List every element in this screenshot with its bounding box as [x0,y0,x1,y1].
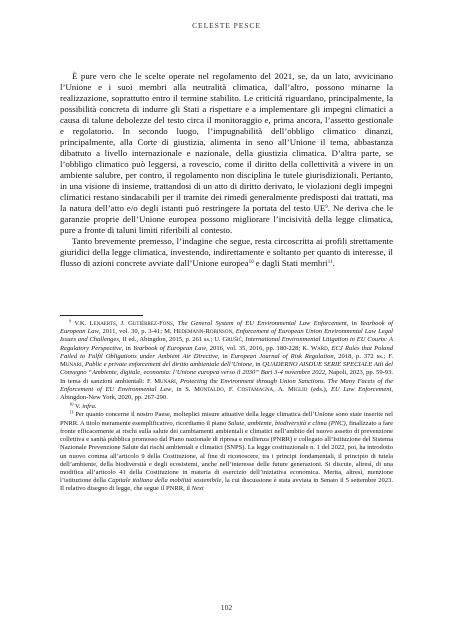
footnote-text: , in S. [171,385,195,393]
footnote-text: , 2016, vol. 35, 2016, pp. 180-228; K. [205,344,311,352]
author-name: Costamagna [237,385,274,393]
footnote-text: , [327,344,332,352]
work-title: The General System of EU Environmental Law Enforcement [177,320,347,327]
footnote-10 [60,403,393,411]
work-title: Public e private enforcement del diritto ambientale dell’Unione [84,361,253,369]
paragraph-text: . Ne deriva che le garanzie proprie dell’Unione europea possono migliorare l’incisività della legge climatica, pure a fronte di taluni limiti riferibili al contesto. [60,203,394,236]
paragraph-text: Tanto brevemente premesso, l’indagine che segue, resta circoscritta ai profili strettamente giuridici della legge climatica, investendo, indirettamente e soltanto per quanto di interesse, il flusso di azioni concrete avviate dall’Unione europea [60,236,393,269]
author-name: Munari [154,377,176,385]
footnote-text: , in [252,361,263,369]
footnote-text: . [94,402,97,410]
author-name: Gutiérrez-Fons [128,320,173,327]
footnote-text: , A. [273,385,288,393]
footnote-ref[interactable]: 9 [325,205,328,211]
work-title: ECJ Rules that Poland Failed to Fulfil Obligations under Ambient Air Directive [60,344,393,360]
footnote-separator [60,315,143,316]
author-name: Montaldo [194,385,224,393]
footnote-number: 10 [69,401,74,407]
footnote-9 [60,320,393,402]
running-head: CELESTE PESCE [192,21,261,30]
footnote-text: , Abingdon-New York, 2020, pp. 267-290. [60,385,393,401]
work-title: EU Law Enforcement [330,385,392,393]
page-number: 102 [220,603,233,612]
work-title: Yearbook of European Law [60,320,393,336]
author-name: Munari [60,361,82,369]
paragraph-text: È pure vero che le scelte operate nel regolamento del 2021, se, da un lato, avvicinano l’Unione e i suoi membri alla neutralità climatica, dall’altro, possono minarne la realizzazione, soprattutto entro il termine stabilito. Le criticità riguardano, principalmente, la possibilità concreta di indurre gli Stati a rispettare e a implementare gli impegni climatici a causa di talune debolezze del testo circa il monitoraggio e, prima ancora, l’assetto gestionale e regolatorio. In secondo luogo, l’impugnabilità dell’obbligo climatico dinanzi, principalmente, alla Corte di giustizia, alimenta in seno all’Unione il tema, abbastanza dibattuto a livello internazionale e nazionale, della giustizia climatica. D’altra parte, se l’obbligo climatico può leggersi, a rovescio, come il diritto della collettività a vivere in un ambiente salubre, per contro, il regolamento non disciplina le tutele giurisdizionali. Pertanto, in una visione di insieme, trattandosi di un atto di diritto derivato, le violazioni degli impegni climatici restano sindacabili per il tramite dei rimedi generalmente predisposti dai trattati, ma la natura dell’atto e/o degli istanti può restringere la portata del testo UE [60,71,393,214]
footnote-text: , in [121,344,133,352]
footnote-text: , 2018, p. 372 ss.; F. [333,352,393,360]
footnote-text: V. [73,402,83,410]
paragraph [60,236,393,269]
footnote-text: , [232,328,236,336]
author-name: Hedemann-Robinson [173,328,233,336]
footnote-text: , finalizzato a fare fronte efficacemente ai rischi sulla salute dei cambiamenti ambientali e climatici nell’ambito del nuovo assetto di prevenzione collettiva e sanità pubblica promosso dal Piano nazionale di ripresa e resilienza (PNRR) e collegato all’Istituzione del Sistema Nazionale Prevenzione Salute dai rischi ambientali e climatici (SNPS). La legge costituzionale n. 1 del 2022, poi, ha introdotto un nuovo comma all’articolo 9 della Costituzione, al fine di riconoscere, tra i principi fondamentali, il principio di tutela dell’ambiente, della biodiversità e degli ecosistemi, anche nell’interesse delle future generazioni. Si discute, altresì, di una modifica all’articolo 41 della Costituzione in materia di esercizio dell’iniziativa economica. Merita, altresì, menzione l’istituzione della [60,419,393,485]
footnote-text: , [172,320,178,327]
footnote-text: , 2011, vol. 30, p. 3-41; M. [98,328,174,336]
author-name: Lenaerts [89,320,116,327]
author-name: Grušić [222,336,242,344]
work-title: European Journal of Risk Regulation [230,352,334,360]
footnote-text: V.K. [71,320,90,327]
footnote-ref[interactable]: 11 [327,260,333,266]
author-name: Ward [310,344,328,352]
footnote-text: , [81,361,85,369]
footnote-text: , J. [115,320,129,327]
footnote-text: , in [217,352,231,360]
footnotes [60,320,393,494]
footnote-text: , [241,336,246,344]
body-text [60,71,393,269]
work-title: Next [191,485,204,493]
footnote-text: , in [346,320,361,327]
work-title: International Environmental Litigation in EU Courts: A Regulatory Perspective [60,336,393,352]
work-title: QUADERNO AISDUE SERIE SPECIALE Atti del Convegno “Ambiente, digitale, economia: l’Unione europea verso il 2030” Bari 3-4 novembre 2022 [60,361,393,377]
footnote-text: , Napoli, 2023, pp. 59-93. In tema di sanzioni ambientali: F. [60,369,393,385]
footnote-text: , F. [223,385,238,393]
footnote-text: Per quanto concerne il nostro Paese, molteplici misure attuative della legge climatica dell’Unione sono state inserite nel PNRR. A titolo meramente esemplificativo, ricordiamo il piano [60,411,393,427]
footnote-text: , [175,377,180,385]
work-title: Protecting the Environment through Union Sanctions. The Many Facets of the Enforcement of EU Environmental Law [60,377,393,393]
work-title: Capitale italiana della mobilità sostenibile [107,477,222,485]
author-name: Miglio [287,385,308,393]
work-title: Yearbook of European Law [132,344,206,352]
paragraph-text: . [332,258,335,269]
footnote-text: (eds.), [307,385,331,393]
paragraph-text: e dagli Stati membri [253,258,328,269]
work-title: Salute, ambiente, biodiversità e clima (PNC) [227,419,346,427]
footnote-number: 9 [69,318,72,324]
work-title: Enforcement of European Union Environmental Law Legal Issues and Challenges [60,328,393,344]
cross-reference: infra [82,402,95,410]
footnote-ref[interactable]: 10 [248,260,254,266]
footnote-text: , la cui discussione è stata avviata in Senato il 5 settembre 2023. Il relativo disegno di legge, che segue il PNRR, il [60,477,393,493]
footnote-11 [60,411,393,493]
footnote-number: 11 [69,409,74,415]
paragraph [60,71,393,236]
footnote-text: , II ed., Abingdon, 2015, p. 261 ss.; U. [118,336,223,344]
